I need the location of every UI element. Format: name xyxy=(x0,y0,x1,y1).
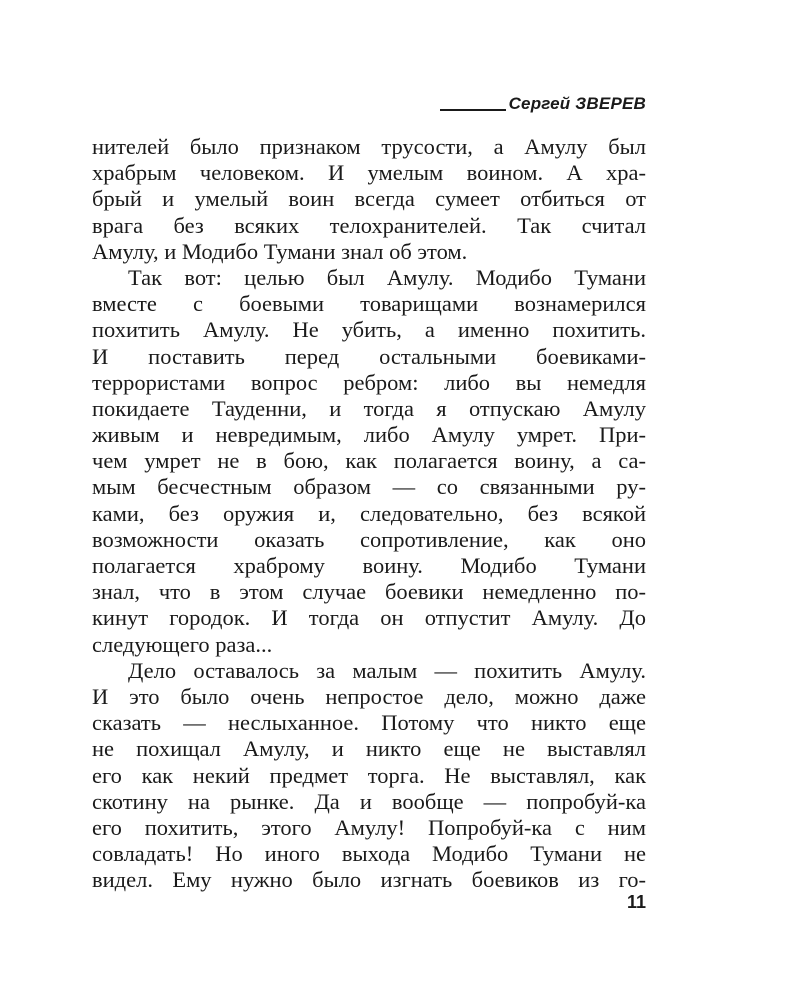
text-line: И это было очень непростое дело, можно даже xyxy=(92,683,646,709)
text-line: врага без всяких телохранителей. Так считал xyxy=(92,212,646,238)
body-text xyxy=(92,134,646,893)
text-line: Амулу, и Модибо Тумани знал об этом. xyxy=(92,238,468,264)
text-line: кинут городок. И тогда он отпустит Амулу. До xyxy=(92,605,646,631)
text-line: Так вот: целью был Амулу. Модибо Тумани xyxy=(128,264,646,290)
text-line: сказать — неслыханное. Потому что никто еще xyxy=(92,710,646,736)
text-line: знал, что в этом случае боевики немедленно по- xyxy=(92,579,646,605)
text-line: храбрым человеком. И умелым воином. А хра- xyxy=(92,160,646,186)
text-line: видел. Ему нужно было изгнать боевиков из го- xyxy=(92,867,646,893)
text-line: брый и умелый воин всегда сумеет отбиться от xyxy=(92,186,646,212)
text-line: его похитить, этого Амулу! Попробуй-ка с ним xyxy=(92,814,646,840)
text-line: И поставить перед остальными боевиками- xyxy=(92,343,646,369)
text-line: вместе с боевыми товарищами вознамерился xyxy=(92,291,646,317)
text-line: нителей было признаком трусости, а Амулу был xyxy=(92,134,646,159)
text-line: террористами вопрос ребром: либо вы немедля xyxy=(92,369,646,395)
text-line: возможности оказать сопротивление, как оно xyxy=(92,526,646,552)
header-rule xyxy=(440,109,506,111)
text-line: полагается храброму воину. Модибо Тумани xyxy=(92,553,646,578)
text-line: чем умрет не в бою, как полагается воину, а са- xyxy=(92,448,646,474)
page-number: 11 xyxy=(626,892,646,912)
text-line: следующего раза... xyxy=(92,631,273,657)
text-line: похитить Амулу. Не убить, а именно похитить. xyxy=(92,317,646,343)
text-line: живым и невредимым, либо Амулу умрет. При- xyxy=(92,422,646,448)
text-line: не похищал Амулу, и никто еще не выставлял xyxy=(92,736,646,762)
text-line: покидаете Тауденни, и тогда я отпускаю Амулу xyxy=(92,395,646,421)
text-line: ками, без оружия и, следовательно, без всякой xyxy=(92,500,646,526)
text-line: Дело оставалось за малым — похитить Амулу. xyxy=(128,657,646,683)
text-line: скотину на рынке. Да и вообще — попробуй-ка xyxy=(92,788,646,814)
header-author: Сергей ЗВЕРЕВ xyxy=(508,94,646,113)
text-line: его как некий предмет торга. Не выставлял, как xyxy=(92,762,646,788)
text-line: совладать! Но иного выхода Модибо Тумани не xyxy=(92,841,646,867)
running-header xyxy=(440,92,646,114)
text-line: мым бесчестным образом — со связанными ру- xyxy=(92,474,646,500)
